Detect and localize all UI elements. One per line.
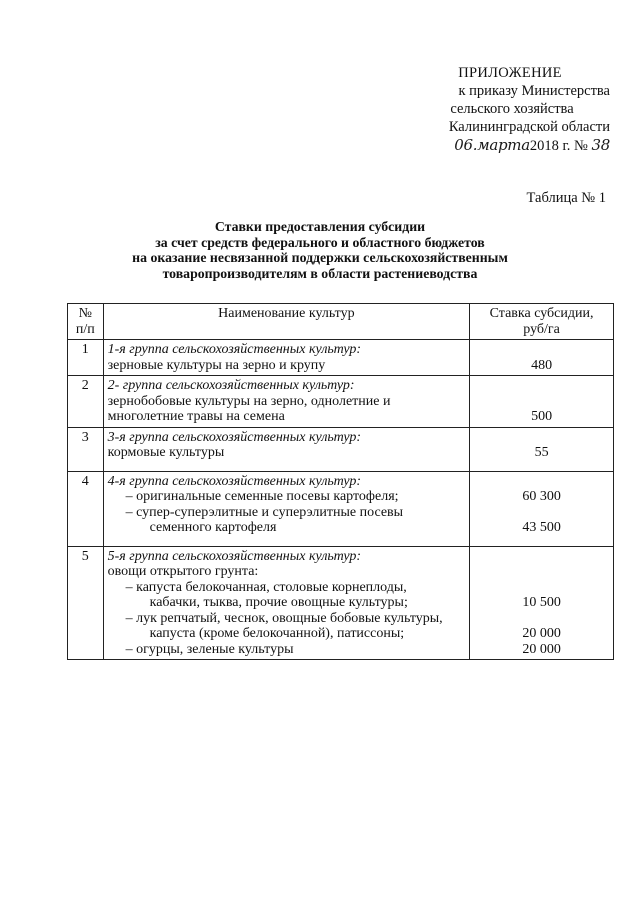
row-item: – оригинальные семенные посевы картофеля; [125,489,399,504]
table-number: Таблица № 1 [526,190,606,206]
title-line-2: за счет средств федерального и областного бюджетов [155,234,485,250]
title-line-1: Ставки предоставления субсидии [214,219,426,234]
document-title [40,219,600,281]
header-name: Наименование культур [103,304,470,340]
title-line-4: товаропроизводителям в области растениеводства [162,265,478,281]
approval-line-order: к приказу Министерства [458,83,610,99]
row-item: – капуста белокочанная, столовые корнеплоды, [125,579,407,595]
row-text: зерновые культуры на зерно и крупу [107,357,326,373]
table-row [68,340,614,376]
approval-line-region: Калининградской области [448,119,610,135]
rate-value: 480 [531,357,553,373]
row-text: многолетние травы на семена [107,409,285,424]
header-num-line2: п/п [75,321,95,337]
rate-value: 60 300 [522,489,561,504]
row-text: овощи открытого грунта: [107,564,259,579]
rate-value: 500 [531,409,553,424]
group-label: 1-я группа сельскохозяйственных культур: [107,342,362,357]
rate-value: 55 [534,445,549,460]
row-num: 4 [68,471,104,546]
row-name [103,376,470,428]
handwritten-date: 06.марта [454,136,530,154]
row-item-continued: кабачки, тыква, прочие овощные культуры; [149,595,408,610]
row-rate [470,376,614,428]
row-item: – супер-суперэлитные и суперэлитные посевы [125,504,404,520]
table-row [68,471,614,546]
title-line-3: на оказание несвязанной поддержки сельскохозяйственным [132,250,508,265]
row-item: – лук репчатый, чеснок, овощные бобовые культуры, [125,610,443,626]
row-num: 2 [68,376,104,428]
header-rate [470,304,614,340]
row-num: 3 [68,427,104,471]
approval-block [370,64,610,155]
group-label: 4-я группа сельскохозяйственных культур: [107,473,362,489]
rate-value: 43 500 [522,520,561,535]
row-name [103,546,470,660]
rate-value: 20 000 [522,641,561,657]
rate-value: 10 500 [522,595,561,610]
header-num-line1: № [78,306,92,321]
row-item: – огурцы, зеленые культуры [125,641,294,657]
group-label: 2- группа сельскохозяйственных культур: [107,378,355,393]
table-header-row [68,304,614,340]
row-rate [470,427,614,471]
row-text: зернобобовые культуры на зерно, однолетние и [107,393,391,409]
row-rate [470,340,614,376]
row-text: кормовые культуры [107,445,225,460]
row-num: 5 [68,546,104,660]
group-label: 3-я группа сельскохозяйственных культур: [107,429,362,445]
handwritten-number: 38 [591,136,610,154]
table-row [68,546,614,660]
row-name [103,340,470,376]
row-item-continued: капуста (кроме белокочанной), патиссоны; [149,626,405,641]
subsidy-rates-table [67,303,614,660]
approval-line-ministry: сельского хозяйства [450,101,574,117]
table-row [68,376,614,428]
header-num [68,304,104,340]
row-item-continued: семенного картофеля [149,520,277,535]
row-name [103,427,470,471]
row-rate [470,546,614,660]
header-rate-line2: руб/га [523,321,560,337]
order-date-number [370,136,610,155]
row-rate [470,471,614,546]
approval-heading: ПРИЛОЖЕНИЕ [458,65,562,81]
header-rate-line1: Ставка субсидии, [489,306,594,321]
row-name [103,471,470,546]
order-year: 2018 г. № [529,138,588,154]
table-row [68,427,614,471]
group-label: 5-я группа сельскохозяйственных культур: [107,548,362,564]
rate-value: 20 000 [522,626,561,641]
row-num: 1 [68,340,104,376]
